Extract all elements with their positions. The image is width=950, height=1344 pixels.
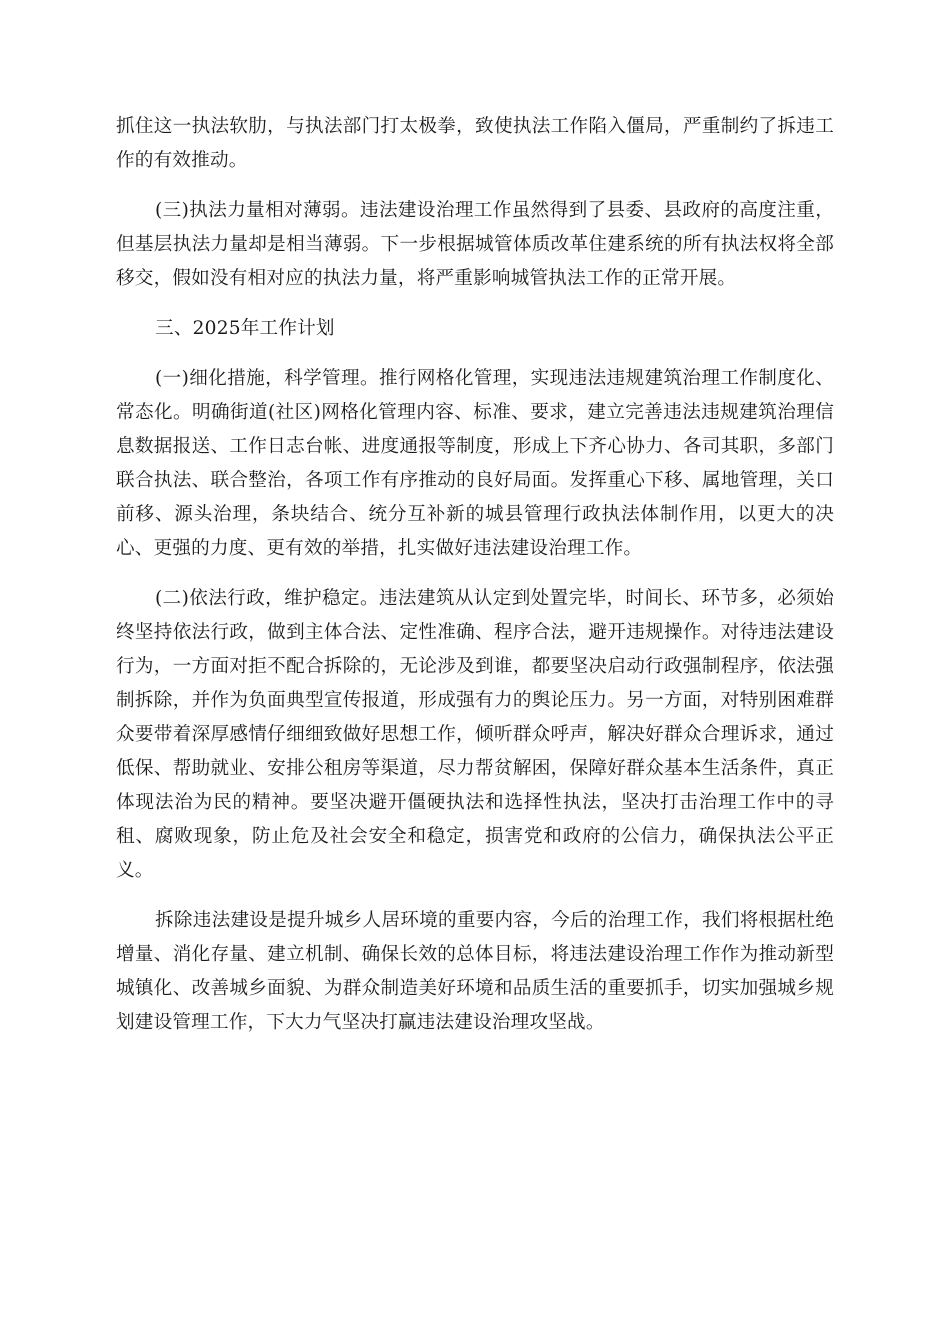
paragraph-enforcement-strength: (三)执法力量相对薄弱。违法建设治理工作虽然得到了县委、县政府的高度注重，但基层执法力量却是相当薄弱。下一步根据城管体质改革住建系统的所有执法权将全部移交，假如没有相对应的执法力量，将严重影响城管执法工作的正常开展。: [116, 200, 834, 289]
paragraph-conclusion: 拆除违法建设是提升城乡人居环境的重要内容，今后的治理工作，我们将根据杜绝增量、消化存量、建立机制、确保长效的总体目标，将违法建设治理工作作为推动新型城镇化、改善城乡面貌、为群众制造美好环境和品质生活的重要抓手，切实加强城乡规划建设管理工作，下大力气坚决打赢违法建设治理攻坚战。: [116, 910, 834, 1033]
section-heading-2025-plan: 三、2025年工作计划: [155, 318, 335, 339]
paragraph-refined-measures: (一)细化措施，科学管理。推行网格化管理，实现违法违规建筑治理工作制度化、常态化。明确街道(社区)网格化管理内容、标准、要求，建立完善违法违规建筑治理信息数据报送、工作日志台帐、进度通报等制度，形成上下齐心协力、各司其职，多部门联合执法、联合整治，各项工作有序推动的良好局面。发挥重心下移、属地管理，关口前移、源头治理，条块结合、统分互补新的城县管理行政执法体制作用，以更大的决心、更强的力度、更有效的举措，扎实做好违法建设治理工作。: [116, 368, 834, 559]
paragraph-continuation: 抓住这一执法软肋，与执法部门打太极拳，致使执法工作陷入僵局，严重制约了拆违工作的有效推动。: [116, 116, 834, 171]
paragraph-lawful-administration: (二)依法行政，维护稳定。违法建筑从认定到处置完毕，时间长、环节多，必须始终坚持依法行政，做到主体合法、定性准确、程序合法，避开违规操作。对待违法建设行为，一方面对拒不配合拆除的，无论涉及到谁，都要坚决启动行政强制程序，依法强制拆除，并作为负面典型宣传报道，形成强有力的舆论压力。另一方面，对特别困难群众要带着深厚感情仔细细致做好思想工作，倾听群众呼声，解决好群众合理诉求，通过低保、帮助就业、安排公租房等渠道，尽力帮贫解困，保障好群众基本生活条件，真正体现法治为民的精神。要坚决避开僵硬执法和选择性执法，坚决打击治理工作中的寻租、腐败现象，防止危及社会安全和稳定，损害党和政府的公信力，确保执法公平正义。: [116, 588, 834, 881]
document-body: [116, 110, 834, 1056]
